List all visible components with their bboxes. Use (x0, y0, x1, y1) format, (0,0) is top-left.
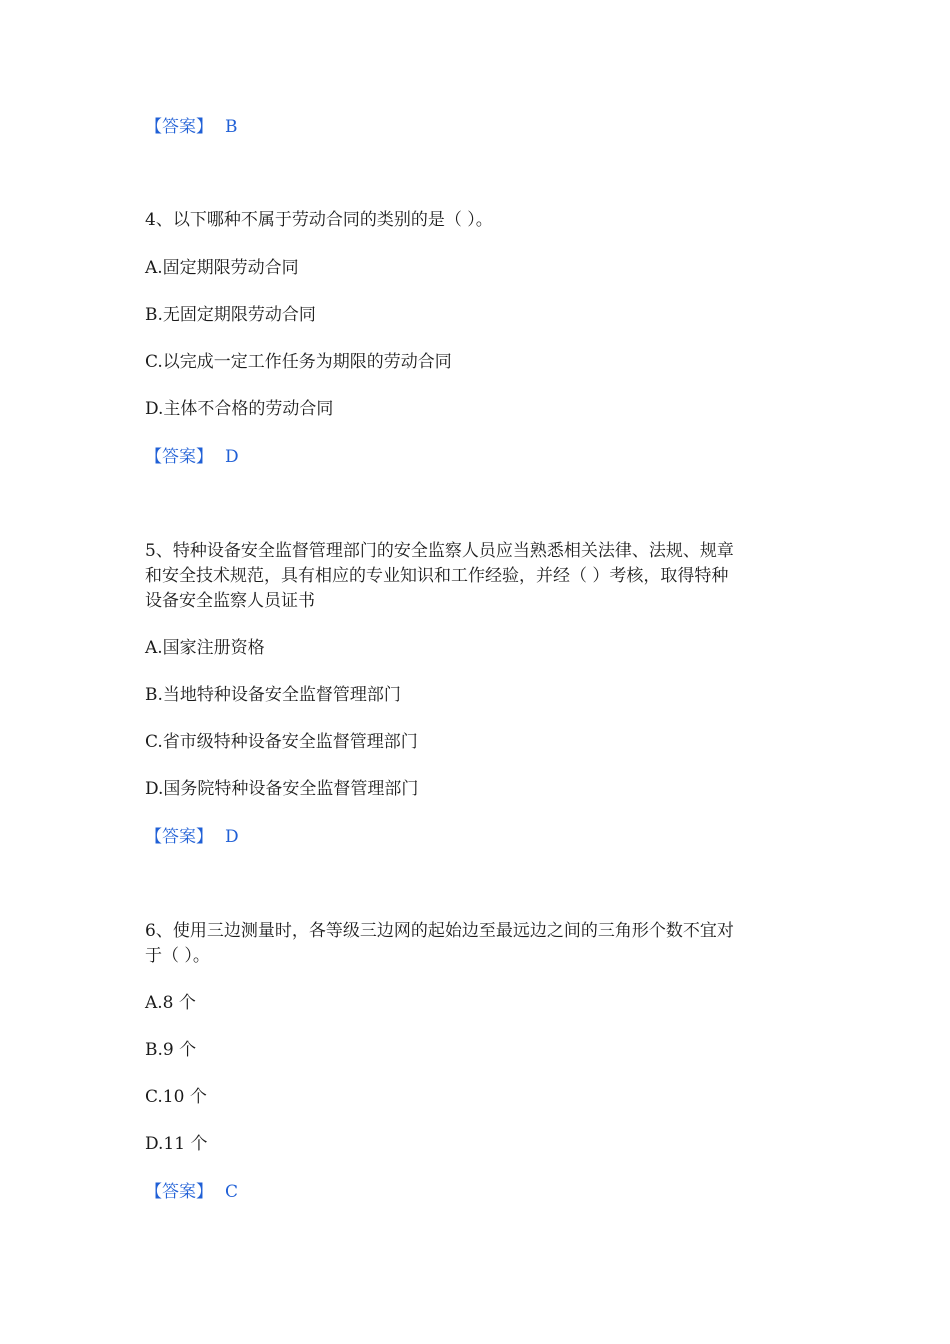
answer-label: 【答案】 (145, 827, 213, 847)
question-stem-q6-line-2: 于（ ）。 (145, 946, 210, 966)
answer-value: C (225, 1182, 239, 1202)
answer-value: D (225, 447, 239, 467)
answer-value: B (225, 117, 238, 137)
question-stem-q5-line-1: 5、特种设备安全监督管理部门的安全监察人员应当熟悉相关法律、法规、规章 (145, 541, 734, 561)
answer-line-q6 (145, 1182, 238, 1202)
option-b-q4: B.无固定期限劳动合同 (145, 305, 316, 325)
option-b-q6: B.9 个 (145, 1040, 197, 1060)
option-d-q4: D.主体不合格的劳动合同 (145, 399, 334, 419)
answer-line-q5 (145, 827, 239, 847)
question-stem-q5-line-3: 设备安全监察人员证书 (145, 591, 315, 611)
option-c-q5: C.省市级特种设备安全监督管理部门 (145, 732, 418, 752)
option-a-q4: A.固定期限劳动合同 (145, 258, 299, 278)
question-stem-q6-line-1: 6、使用三边测量时，各等级三边网的起始边至最远边之间的三角形个数不宜对 (145, 921, 734, 941)
option-d-q5: D.国务院特种设备安全监督管理部门 (145, 779, 419, 799)
option-b-q5: B.当地特种设备安全监督管理部门 (145, 685, 401, 705)
option-a-q5: A.国家注册资格 (145, 638, 265, 658)
question-stem-q4-line-1: 4、以下哪种不属于劳动合同的类别的是（ ）。 (145, 210, 493, 230)
option-c-q6: C.10 个 (145, 1087, 207, 1107)
answer-label: 【答案】 (145, 447, 213, 467)
answer-line-q3 (145, 117, 238, 137)
answer-label: 【答案】 (145, 1182, 213, 1202)
option-c-q4: C.以完成一定工作任务为期限的劳动合同 (145, 352, 452, 372)
answer-label: 【答案】 (145, 117, 213, 137)
option-a-q6: A.8 个 (145, 993, 196, 1013)
option-d-q6: D.11 个 (145, 1134, 208, 1154)
answer-value: D (225, 827, 239, 847)
question-stem-q5-line-2: 和安全技术规范，具有相应的专业知识和工作经验，并经（ ）考核，取得特种 (145, 566, 729, 586)
answer-line-q4 (145, 447, 239, 467)
